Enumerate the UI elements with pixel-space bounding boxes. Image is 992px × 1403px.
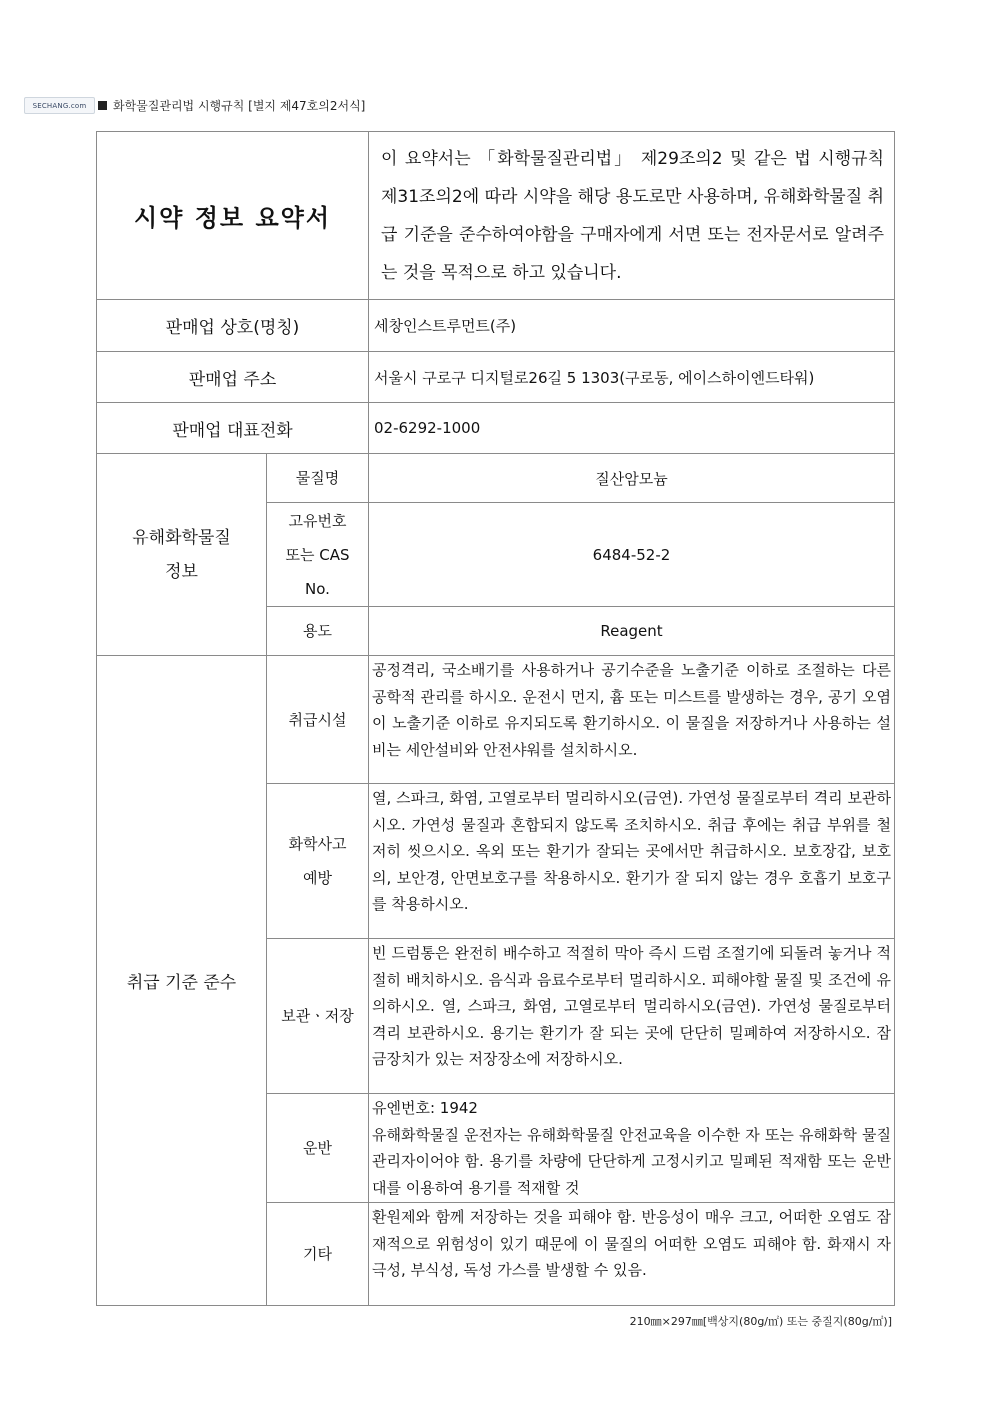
substance-id-label	[267, 503, 369, 607]
seller-phone-value: 02-6292-1000	[369, 403, 895, 454]
accident-prevention-label	[267, 784, 369, 939]
seller-address-label: 판매업 주소	[97, 352, 369, 403]
paper-size-note: 210㎜×297㎜[백상지(80g/㎡) 또는 중질지(80g/㎡)]	[629, 1315, 892, 1328]
handling-section-label: 취급 기준 준수	[97, 656, 267, 1306]
transport-text: 유해화학물질 운전자는 유해화학물질 안전교육을 이수한 자 또는 유해화학 물질관리자이어야 함. 용기를 차량에 단단하게 고정시키고 밀폐된 적재함 또는 운반대를 이용하여 용기를 적재할 것	[372, 1125, 891, 1197]
other-text: 환원제와 함께 저장하는 것을 피해야 함. 반응성이 매우 크고, 어떠한 오염도 잠재적으로 위험성이 있기 때문에 이 물질의 어떠한 오염도 피해야 함. 화재시 자극성, 부식성, 독성 가스를 발생할 수 있음.	[369, 1203, 895, 1306]
transport-label: 운반	[267, 1094, 369, 1203]
title-row	[97, 132, 895, 300]
handling-facility-label: 취급시설	[267, 656, 369, 784]
seller-address-row	[97, 352, 895, 403]
other-label: 기타	[267, 1203, 369, 1306]
substance-use-value: Reagent	[369, 607, 895, 656]
substance-id-label-line1: 고유번호	[288, 511, 347, 530]
handling-facility-text: 공정격리, 국소배기를 사용하거나 공기수준을 노출기준 이하로 조절하는 다른 공학적 관리를 하시오. 운전시 먼지, 흄 또는 미스트를 발생하는 경우, 공기 오염이 노출기준 이하로 유지되도록 환기하시오. 이 물질을 저장하거나 사용하는 설비는 세안설비와 안전샤워를 설치하시오.	[369, 656, 895, 784]
square-bullet-icon	[98, 101, 107, 110]
substance-id-label-line2: 또는 CAS	[285, 545, 350, 564]
accident-prevention-text: 열, 스파크, 화염, 고열로부터 멀리하시오(금연). 가연성 물질로부터 격리 보관하시오. 가연성 물질과 혼합되지 않도록 조치하시오. 취급 후에는 취급 부위를 철저히 씻으시오. 옥외 또는 환기가 잘되는 곳에서만 취급하시오. 보호장갑, 보호의, 보안경, 안면보호구를 착용하시오. 환기가 잘 되지 않는 경우 호흡기 보호구를 착용하시오.	[369, 784, 895, 939]
seller-name-row	[97, 300, 895, 352]
accident-prevention-label-line2: 예방	[303, 869, 332, 887]
accident-prevention-label-line1: 화학사고	[288, 835, 347, 853]
handling-facility-row	[97, 656, 895, 784]
substance-use-label: 용도	[267, 607, 369, 656]
substance-section-label-line1: 유해화학물질	[132, 527, 231, 548]
form-header	[98, 97, 365, 114]
document-title: 시약 정보 요약서	[97, 132, 369, 300]
intro-text: 이 요약서는 「화학물질관리법」 제29조의2 및 같은 법 시행규칙 제31조의2에 따라 시약을 해당 용도로만 사용하며, 유해화학물질 취급 기준을 준수하여야함을 구매자에게 서면 또는 전자문서로 알려주는 것을 목적으로 하고 있습니다.	[369, 132, 895, 300]
seller-address-value: 서울시 구로구 디지털로26길 5 1303(구로동, 에이스하이엔드타워)	[369, 352, 895, 403]
reagent-summary-table	[96, 131, 895, 1306]
transport-un-number: 유엔번호: 1942	[372, 1099, 478, 1117]
form-title: 화학물질관리법 시행규칙 [별지 제47호의2서식]	[113, 99, 366, 113]
substance-id-value: 6484-52-2	[369, 503, 895, 607]
seller-name-value: 세창인스트루먼트(주)	[369, 300, 895, 352]
substance-section-label	[97, 454, 267, 656]
seller-name-label: 판매업 상호(명칭)	[97, 300, 369, 352]
storage-label: 보관ㆍ저장	[267, 939, 369, 1094]
storage-text: 빈 드럼통은 완전히 배수하고 적절히 막아 즉시 드럼 조절기에 되돌려 놓거나 적절히 배치하시오. 음식과 음료수로부터 멀리하시오. 피해야할 물질 및 조건에 유의하시오. 열, 스파크, 화염, 고열로부터 멀리하시오(금연). 가연성 물질로부터 격리 보관하시오. 용기는 환기가 잘 되는 곳에 단단히 밀폐하여 저장하시오. 잠금장치가 있는 저장장소에 저장하시오.	[369, 939, 895, 1094]
seller-phone-label: 판매업 대표전화	[97, 403, 369, 454]
substance-section-label-line2: 정보	[165, 561, 198, 582]
substance-name-label: 물질명	[267, 454, 369, 503]
substance-name-value: 질산암모늄	[369, 454, 895, 503]
substance-name-row	[97, 454, 895, 503]
sechang-logo: SECHANG.com	[24, 97, 95, 114]
seller-phone-row	[97, 403, 895, 454]
substance-id-label-line3: No.	[305, 579, 330, 598]
transport-text-cell	[369, 1094, 895, 1203]
